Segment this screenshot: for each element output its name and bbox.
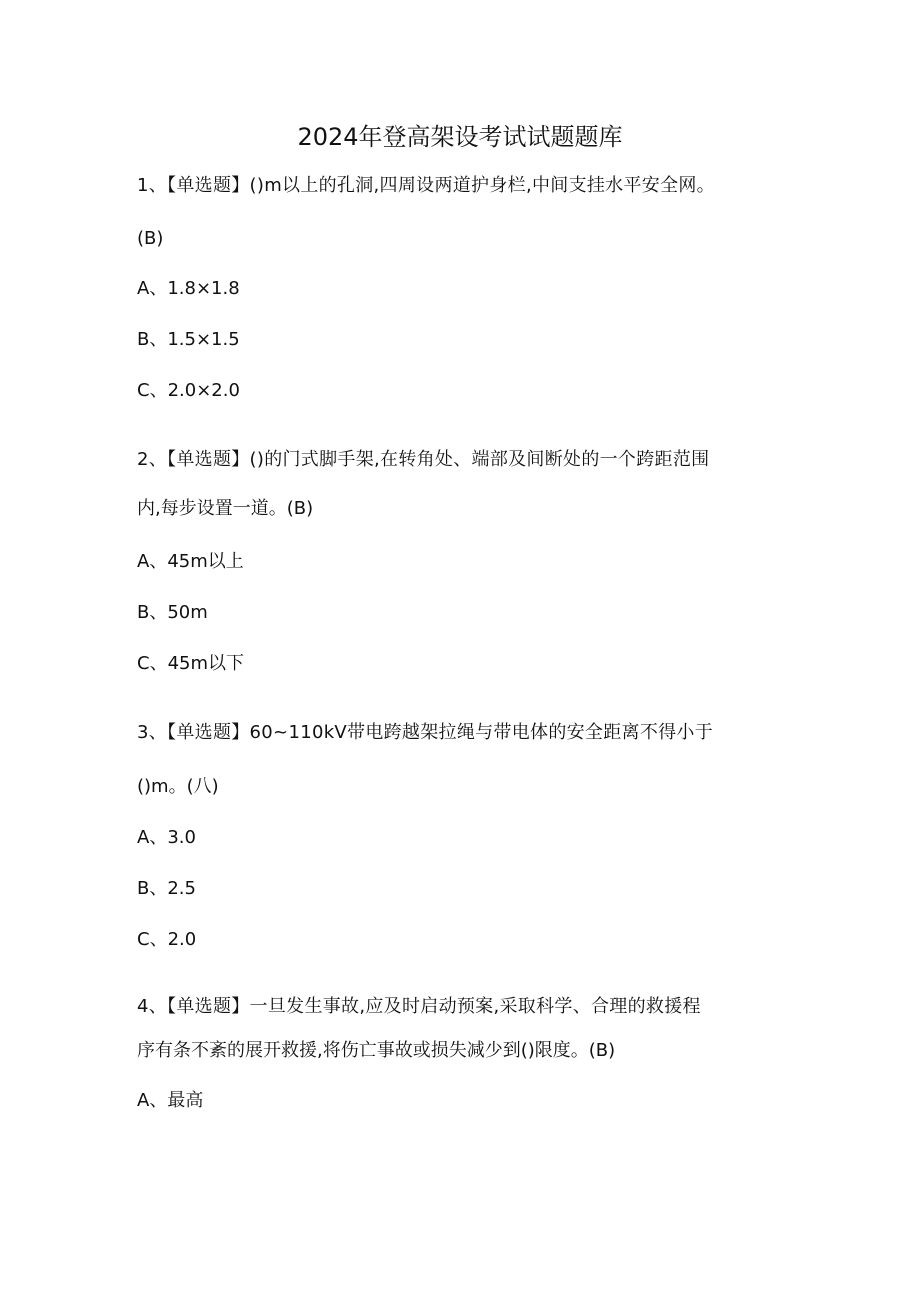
question-2-option-c: C、45m以下 [137, 653, 245, 674]
question-1-option-c: C、2.0×2.0 [137, 380, 240, 401]
question-3-option-a: A、3.0 [137, 827, 196, 848]
question-3-stem-line-1: 3、【单选题】60~110kV带电跨越架拉绳与带电体的安全距离不得小于 [137, 722, 714, 743]
question-2-option-b: B、50m [137, 602, 208, 623]
question-4-stem-line-2: 序有条不紊的展开救援,将伤亡事故或损失减少到()限度。(B) [137, 1040, 616, 1061]
question-3-option-b: B、2.5 [137, 878, 196, 899]
question-1-option-b: B、1.5×1.5 [137, 329, 240, 350]
page-title: 2024年登高架设考试试题题库 [297, 123, 623, 151]
question-1-option-a: A、1.8×1.8 [137, 278, 240, 299]
question-3-option-c: C、2.0 [137, 929, 197, 950]
question-2-stem-line-2: 内,每步设置一道。(B) [137, 498, 314, 519]
question-4-option-a: A、最高 [137, 1090, 204, 1111]
question-3-stem-line-2: ()m。(八) [137, 776, 219, 797]
question-2-option-a: A、45m以上 [137, 551, 244, 572]
question-1-stem-line-2: (B) [137, 228, 164, 249]
question-2-stem-line-1: 2、【单选题】()的门式脚手架,在转角处、端部及间断处的一个跨距范围 [137, 449, 710, 470]
question-1-stem-line-1: 1、【单选题】()m以上的孔洞,四周设两道护身栏,中间支挂水平安全网。 [137, 175, 715, 196]
question-4-stem-line-1: 4、【单选题】一旦发生事故,应及时启动预案,采取科学、合理的救援程 [137, 996, 701, 1017]
